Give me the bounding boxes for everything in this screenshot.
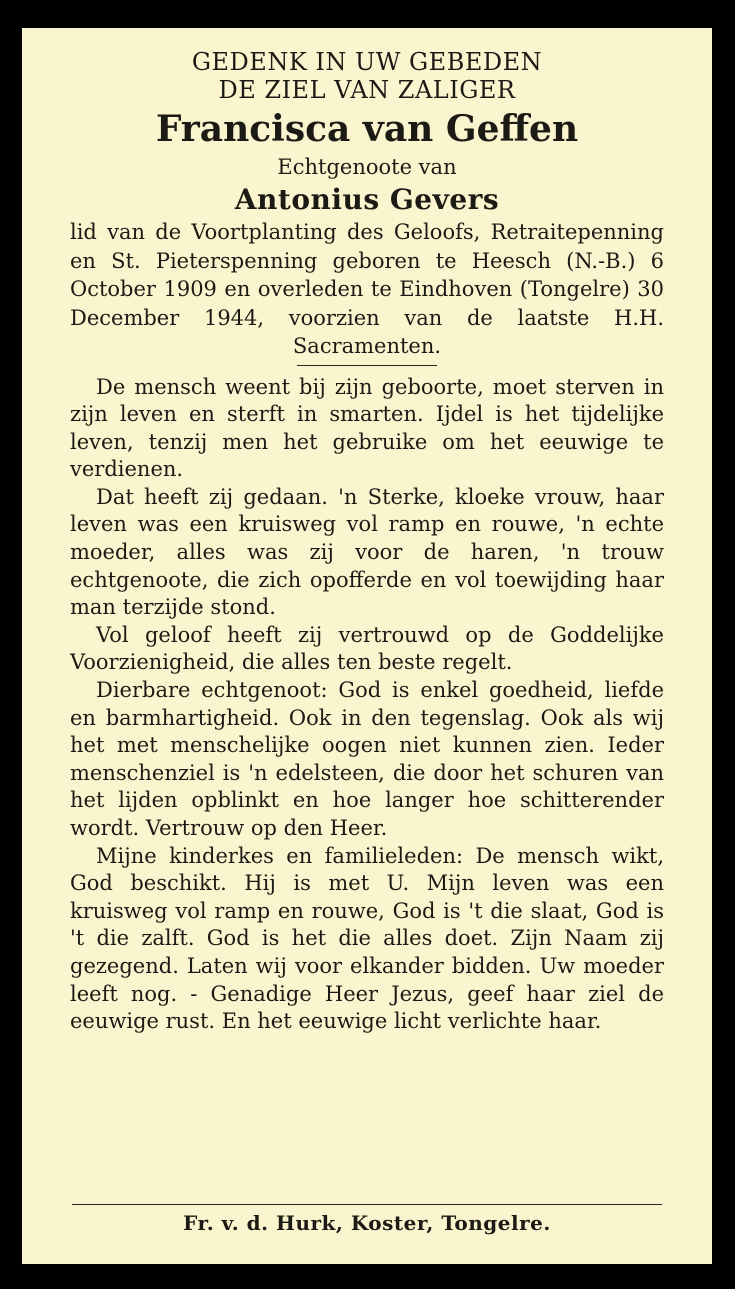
- spouse-name: Antonius Gevers: [234, 183, 500, 216]
- paragraph: De mensch weent bij zijn geboorte, moet sterven in zijn leven en sterft in smarten. Ijdel is het tijdelijke leven, tenzij men het gebruike om het eeuwige te verdienen.: [70, 374, 664, 482]
- footer-divider: [72, 1204, 662, 1205]
- card-header: [22, 28, 712, 366]
- spouse-label: Echtgenoote van: [277, 155, 457, 179]
- memorial-text: [22, 366, 712, 1036]
- deceased-name: Francisca van Geffen: [155, 108, 579, 150]
- soul-of-line: DE ZIEL VAN ZALIGER: [218, 76, 516, 104]
- paragraph: Dierbare echtgenoot: God is enkel goedheid, liefde en barmhartigheid. Ook in den tegenslag. Ook als wij het met menschelijke oogen niet kunnen zien. Ieder menschenziel is 'n edelsteen, die door het schuren van het lijden opblinkt en hoe langer hoe schitterender wordt. Vertrouw op den Heer.: [70, 678, 664, 840]
- paragraph: Mijne kinderkes en familieleden: De mensch wikt, God beschikt. Hij is met U. Mijn leven was een kruisweg vol ramp en rouwe, God is 't die slaat, God is 't die zalft. God is het die alles doet. Zijn Naam zij gezegend. Laten wij voor elkander bidden. Uw moeder leeft nog. - Genadige Heer Jezus, geef haar ziel de eeuwige rust. En het eeuwige licht verlichte haar.: [70, 843, 664, 1034]
- paragraph: Vol geloof heeft zij vertrouwd op de Goddelijke Voorzienigheid, die alles ten beste regelt.: [70, 622, 664, 675]
- prayer-request-line: GEDENK IN UW GEBEDEN: [191, 48, 543, 76]
- printer-credit: Fr. v. d. Hurk, Koster, Tongelre.: [183, 1211, 551, 1235]
- biographical-info: lid van de Voortplanting des Geloofs, Retraitepenning en St. Pieterspenning geboren te Heesch (N.-B.) 6 October 1909 en overleden te Eindhoven (Tongelre) 30 December 1944, voorzien van de laatste H.H. Sacramenten.: [70, 220, 664, 358]
- paragraph: Dat heeft zij gedaan. 'n Sterke, kloeke vrouw, haar leven was een kruisweg vol ramp en rouwe, 'n echte moeder, alles was zij voor de haren, 'n trouw echtgenoote, die zich opofferde en vol toewijding haar man terzijde stond.: [70, 484, 664, 620]
- prayer-card: [22, 28, 712, 1264]
